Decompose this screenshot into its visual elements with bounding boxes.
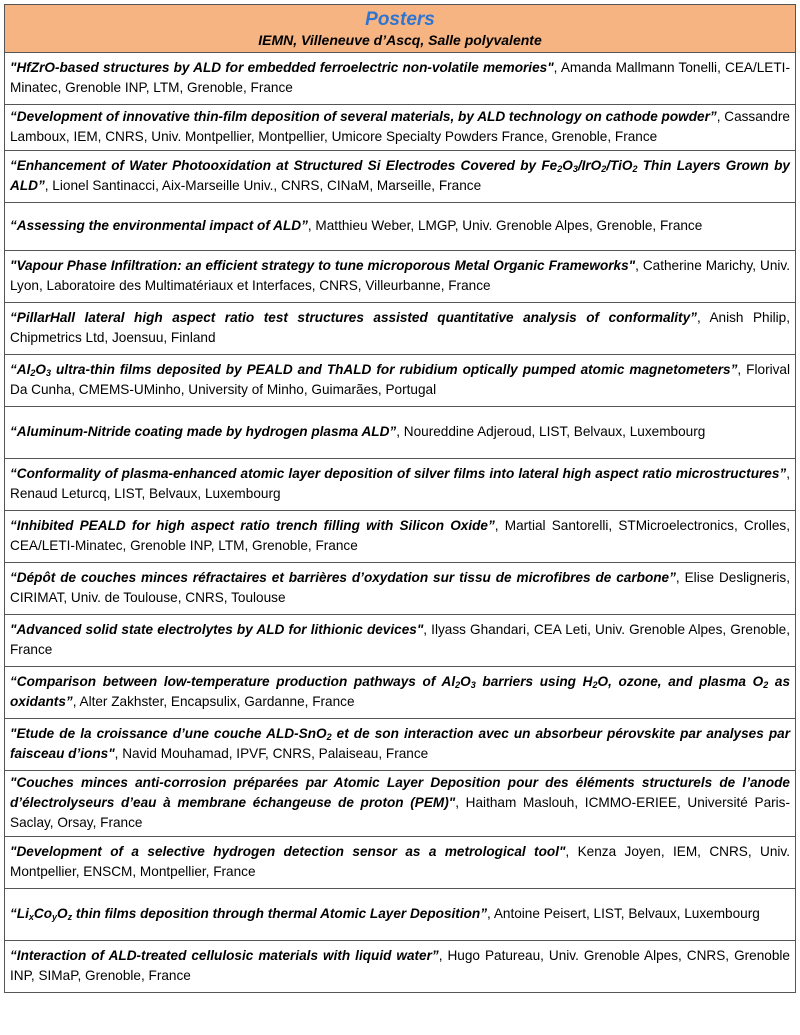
- poster-row: [5, 407, 796, 459]
- poster-entry: [5, 771, 796, 837]
- poster-title: “$Al_2O_3$ ultra-thin films deposited by PEALD and ThALD for rubidium optically pumped atomic magnetometers”: [10, 362, 738, 378]
- poster-authors: , Hugo Patureau, Univ. Grenoble Alpes, CNRS, Grenoble INP, SIMaP, Grenoble, France: [10, 948, 790, 983]
- poster-title: "Advanced solid state electrolytes by ALD for lithionic devices": [10, 622, 424, 637]
- header-cell: [5, 5, 796, 53]
- poster-authors: , Noureddine Adjeroud, LIST, Belvaux, Luxembourg: [396, 424, 706, 439]
- poster-row: [5, 151, 796, 203]
- poster-entry: [5, 459, 796, 511]
- poster-authors: , Amanda Mallmann Tonelli, CEA/LETI-Minatec, Grenoble INP, LTM, Grenoble, France: [10, 60, 790, 95]
- poster-title: “Aluminum-Nitride coating made by hydrogen plasma ALD”: [10, 424, 397, 439]
- poster-row: [5, 563, 796, 615]
- poster-title: "HfZrO-based structures by ALD for embedded ferroelectric non-volatile memories": [10, 60, 554, 75]
- poster-row: [5, 355, 796, 407]
- poster-entry: [5, 203, 796, 251]
- poster-title: “Development of innovative thin-film deposition of several materials, by ALD technology on cathode powder”: [10, 109, 717, 124]
- poster-title: “Dépôt de couches minces réfractaires et barrières d’oxydation sur tissu de microfibres de carbone”: [10, 570, 676, 585]
- poster-entry: [5, 303, 796, 355]
- page-subtitle: IEMN, Villeneuve d’Ascq, Salle polyvalente: [258, 32, 542, 48]
- poster-row: [5, 719, 796, 771]
- poster-row: [5, 837, 796, 889]
- poster-authors: , Lionel Santinacci, Aix-Marseille Univ., CNRS, CINaM, Marseille, France: [44, 178, 482, 193]
- poster-row: [5, 615, 796, 667]
- poster-row: [5, 303, 796, 355]
- poster-authors: , Cassandre Lamboux, IEM, CNRS, Univ. Montpellier, Montpellier, Umicore Specialty Powders France, Grenoble, France: [10, 109, 790, 144]
- poster-row: [5, 511, 796, 563]
- poster-authors: , Renaud Leturcq, LIST, Belvaux, Luxembourg: [10, 466, 790, 501]
- poster-title: “Inhibited PEALD for high aspect ratio trench filling with Silicon Oxide”: [10, 518, 495, 533]
- poster-title: "Vapour Phase Infiltration: an efficient strategy to tune microporous Metal Organic Frameworks": [10, 258, 636, 273]
- poster-title: “Assessing the environmental impact of ALD”: [10, 218, 308, 233]
- poster-entry: [5, 105, 796, 151]
- poster-authors: , Florival Da Cunha, CMEMS-UMinho, University of Minho, Guimarães, Portugal: [10, 362, 790, 397]
- poster-entry: [5, 407, 796, 459]
- poster-entry: [5, 355, 796, 407]
- poster-entry: [5, 719, 796, 771]
- header-row: [5, 5, 796, 53]
- poster-title: “Interaction of ALD-treated cellulosic materials with liquid water”: [10, 948, 439, 963]
- page-title: Posters: [365, 9, 435, 30]
- poster-entry: [5, 941, 796, 993]
- poster-title: "Etude de la croissance d’une couche ALD-SnO$_2$ et de son interaction avec un absorbeur pérovskite par analyses par faisceau d’ions": [10, 726, 790, 761]
- poster-entry: [5, 837, 796, 889]
- poster-authors: , Martial Santorelli, STMicroelectronics, Crolles, CEA/LETI-Minatec, Grenoble INP, LTM, Grenoble, France: [10, 518, 790, 553]
- poster-row: [5, 459, 796, 511]
- poster-row: [5, 53, 796, 105]
- poster-authors: , Alter Zakhster, Encapsulix, Gardanne, France: [72, 694, 355, 709]
- poster-authors: , Matthieu Weber, LMGP, Univ. Grenoble Alpes, Grenoble, France: [307, 218, 703, 233]
- posters-sheet: [4, 4, 796, 993]
- poster-authors: , Anish Philip, Chipmetrics Ltd, Joensuu, Finland: [10, 310, 791, 345]
- poster-entry: [5, 511, 796, 563]
- poster-title: “Enhancement of Water Photooxidation at Structured Si Electrodes Covered by $Fe_2O_3/IrO_2/TiO_2$ Thin Layers Grown by ALD”: [10, 158, 790, 193]
- poster-title: "Development of a selective hydrogen detection sensor as a metrological tool": [10, 844, 566, 859]
- poster-authors: , Catherine Marichy, Univ. Lyon, Laboratoire des Multimatériaux et Interfaces, CNRS, Villeurbanne, France: [10, 258, 790, 293]
- poster-row: [5, 105, 796, 151]
- poster-authors: , Ilyass Ghandari, CEA Leti, Univ. Grenoble Alpes, Grenoble, France: [10, 622, 790, 657]
- poster-entry: [5, 889, 796, 941]
- poster-entry: [5, 563, 796, 615]
- poster-title: “Comparison between low-temperature production pathways of $Al_2O_3$ barriers using $H_2O$, ozone, and plasma $O_2$ as oxidants”: [10, 674, 790, 709]
- poster-row: [5, 889, 796, 941]
- poster-title: “$Li_xCo_yO_z$ thin films deposition through thermal Atomic Layer Deposition”: [10, 906, 488, 922]
- poster-authors: , Haitham Maslouh, ICMMO-ERIEE, Université Paris-Saclay, Orsay, France: [10, 795, 790, 830]
- poster-entry: [5, 251, 796, 303]
- poster-row: [5, 941, 796, 993]
- poster-authors: , Elise Desligneris, CIRIMAT, Univ. de Toulouse, CNRS, Toulouse: [10, 570, 790, 605]
- poster-entry: [5, 53, 796, 105]
- poster-entry: [5, 615, 796, 667]
- poster-row: [5, 251, 796, 303]
- poster-entry: [5, 151, 796, 203]
- poster-title: “Conformality of plasma-enhanced atomic layer deposition of silver films into lateral high aspect ratio microstructures”: [10, 466, 787, 481]
- posters-table: [4, 4, 796, 993]
- poster-authors: , Kenza Joyen, IEM, CNRS, Univ. Montpellier, ENSCM, Montpellier, France: [10, 844, 790, 879]
- poster-row: [5, 203, 796, 251]
- poster-title: “PillarHall lateral high aspect ratio test structures assisted quantitative analysis of conformality”: [10, 310, 697, 325]
- poster-entry: [5, 667, 796, 719]
- poster-row: [5, 667, 796, 719]
- poster-authors: , Navid Mouhamad, IPVF, CNRS, Palaiseau, France: [114, 746, 429, 761]
- poster-row: [5, 771, 796, 837]
- poster-authors: , Antoine Peisert, LIST, Belvaux, Luxembourg: [487, 906, 760, 921]
- poster-title: "Couches minces anti-corrosion préparées par Atomic Layer Deposition pour des éléments structurels de l’anode d’électrolyseurs d’eau à membrane échangeuse de proton (PEM)": [10, 775, 790, 810]
